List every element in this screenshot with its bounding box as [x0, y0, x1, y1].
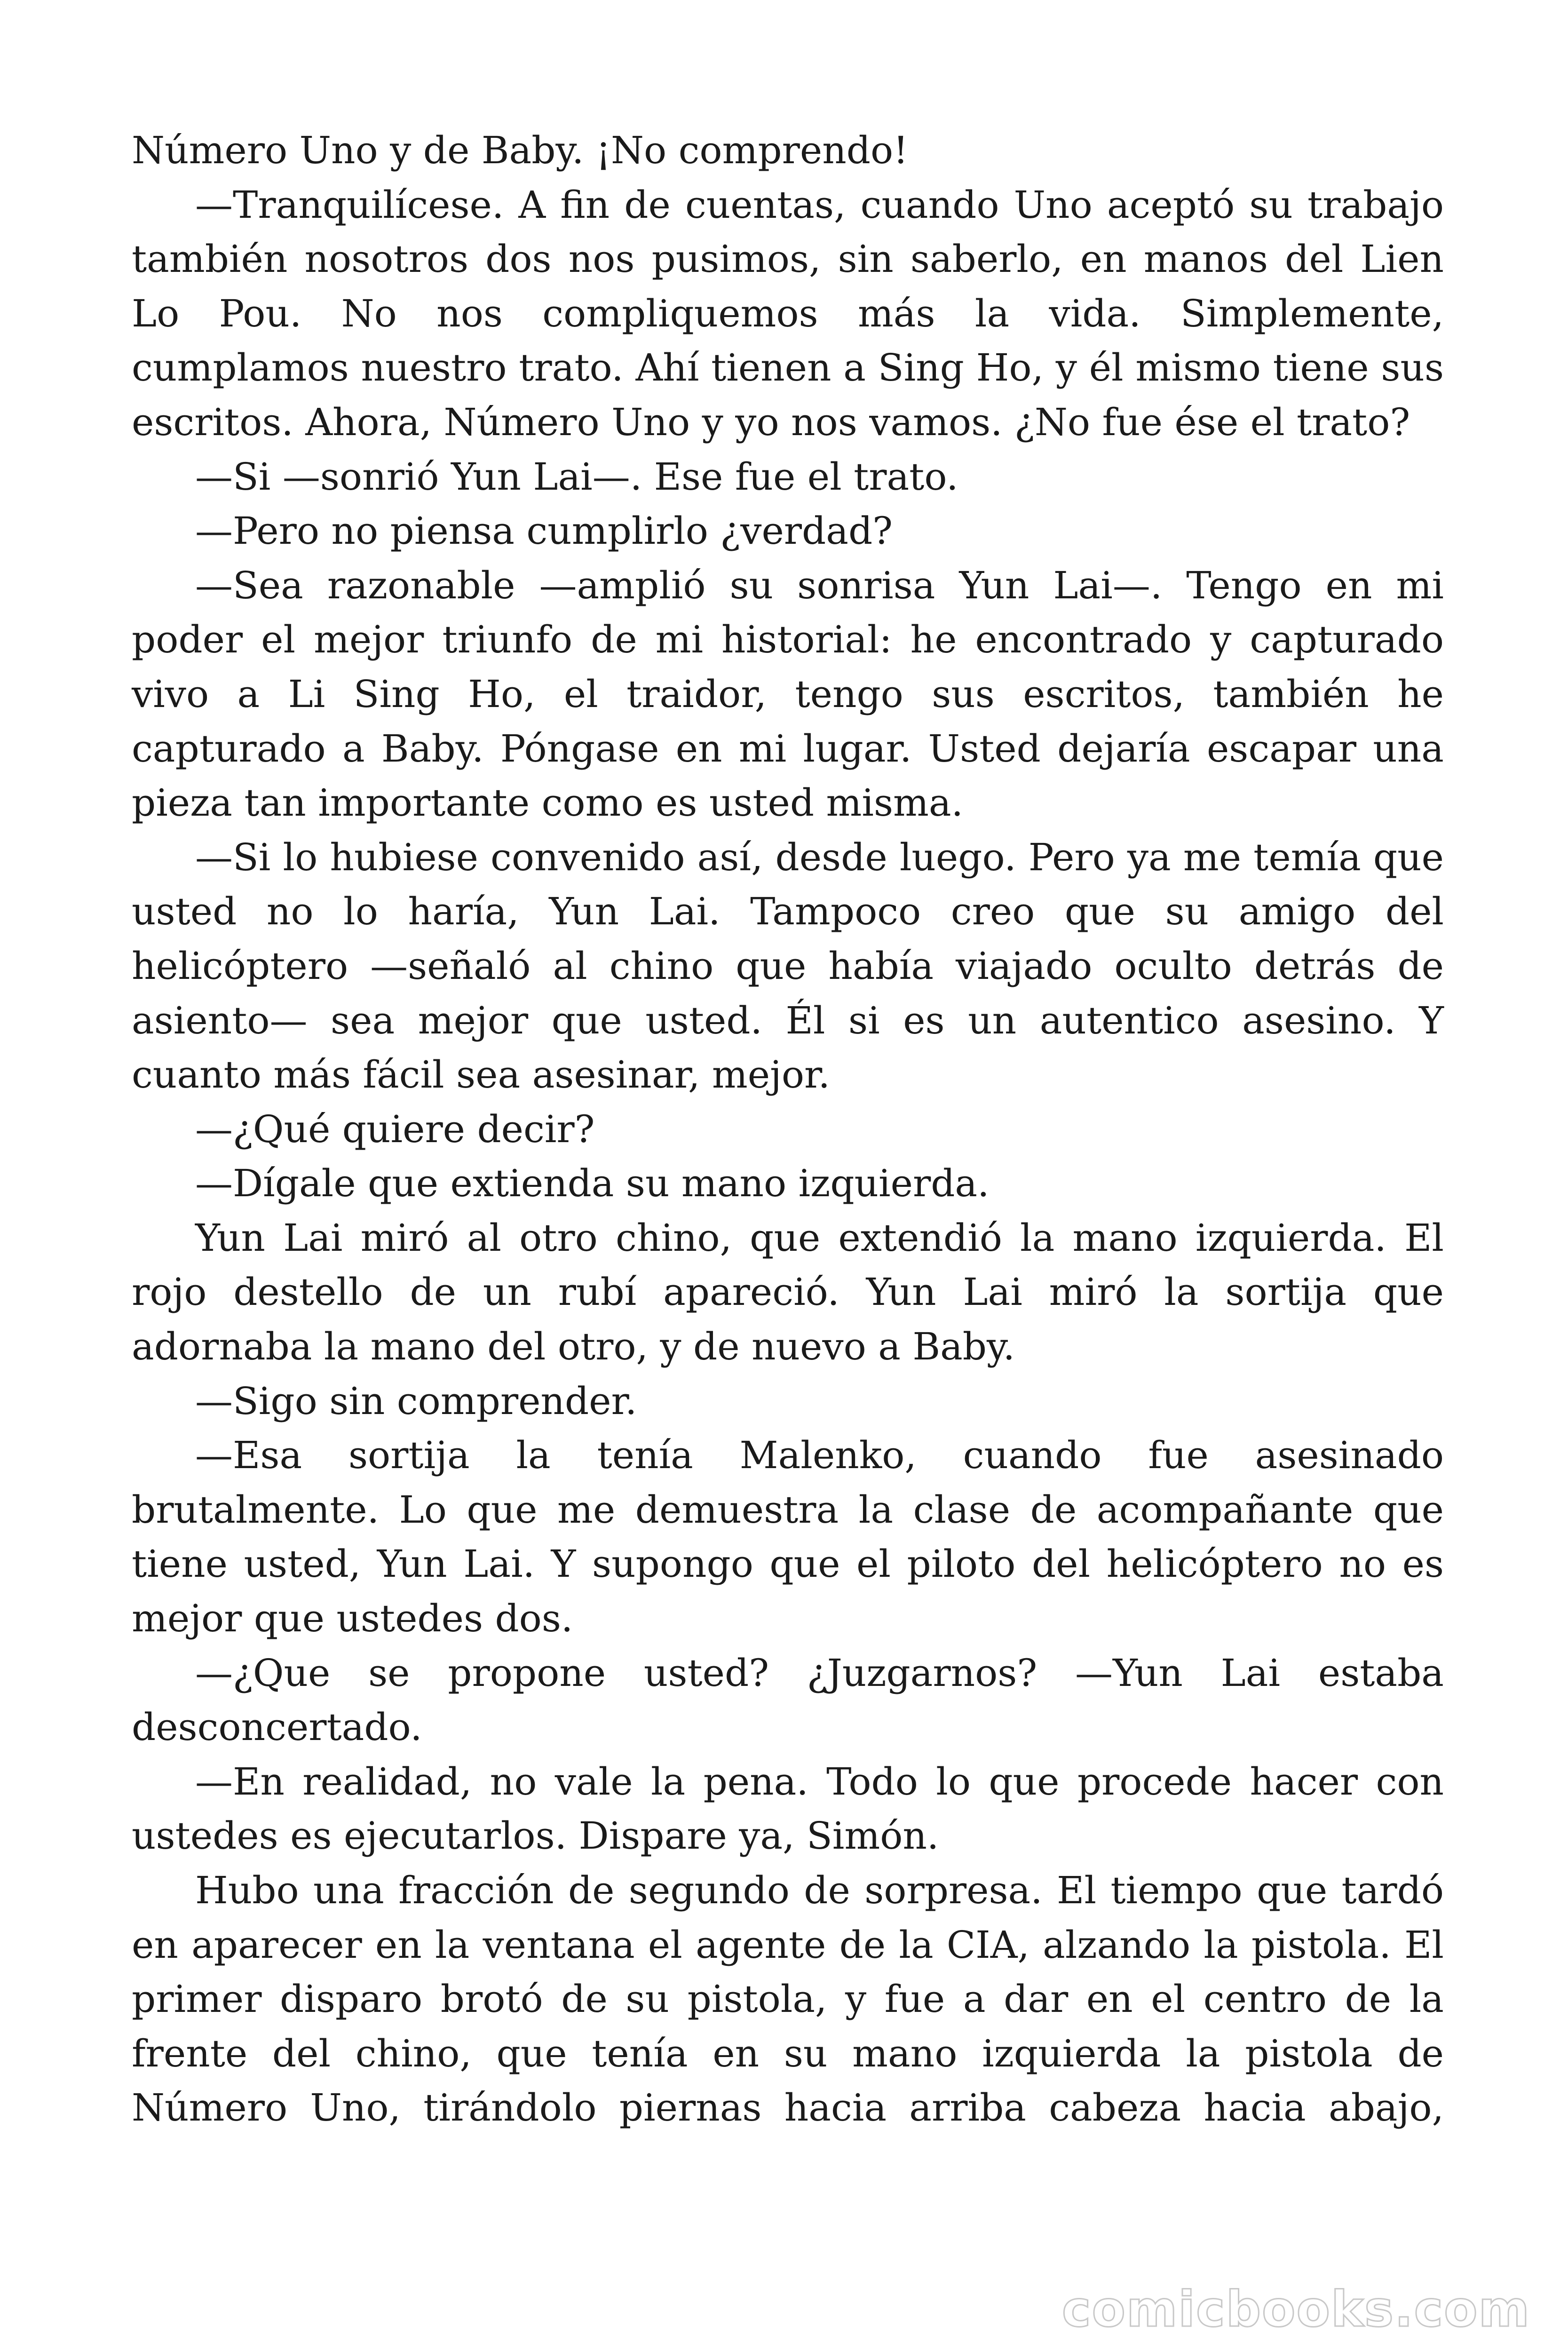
paragraph-2: —Tranquilícese. A fin de cuentas, cuando Uno aceptó su trabajo también nosotros dos nos pusimos, sin saberlo, en manos del Lien Lo Pou. No nos compliquemos más la vida. Simplemente, cumplamos nuestro trato. Ahí tienen a Sing Ho, y él mismo tiene sus escritos. Ahora, Número Uno y yo nos vamos. ¿No fue ése el trato?: [132, 183, 1444, 444]
paragraph-13: —En realidad, no vale la pena. Todo lo que procede hacer con ustedes es ejecutarlos. Dispare ya, Simón.: [132, 1759, 1444, 1858]
paragraph-4: —Pero no piensa cumplirlo ¿verdad?: [195, 509, 893, 553]
paragraph-8: —Dígale que extienda su mano izquierda.: [195, 1161, 990, 1206]
paragraph-1: Número Uno y de Baby. ¡No comprendo!: [132, 128, 909, 172]
paragraph-6: —Si lo hubiese convenido así, desde luego. Pero ya me temía que usted no lo haría, Yun Lai. Tampoco creo que su amigo del helicóptero —señaló al chino que había viajado oculto detrás de asiento— sea mejor que usted. Él si es un autentico asesino. Y cuanto más fácil sea asesinar, mejor.: [132, 835, 1444, 1097]
paragraph-12: —¿Que se propone usted? ¿Juzgarnos? —Yun Lai estaba desconcertado.: [132, 1651, 1444, 1749]
watermark-logo: comicbooks.com: [1061, 2280, 1530, 2338]
paragraph-7: —¿Qué quiere decir?: [195, 1107, 595, 1151]
paragraph-9: Yun Lai miró al otro chino, que extendió la mano izquierda. El rojo destello de un rubí apareció. Yun Lai miró la sortija que adornaba la mano del otro, y de nuevo a Baby.: [132, 1216, 1444, 1369]
paragraph-5: —Sea razonable —amplió su sonrisa Yun Lai—. Tengo en mi poder el mejor triunfo de mi historial: he encontrado y capturado vivo a Li Sing Ho, el traidor, tengo sus escritos, también he capturado a Baby. Póngase en mi lugar. Usted dejaría escapar una pieza tan importante como es usted misma.: [132, 563, 1444, 825]
body-text: [132, 123, 1444, 2135]
paragraph-3: —Si —sonrió Yun Lai—. Ese fue el trato.: [195, 454, 958, 499]
paragraph-10: —Sigo sin comprender.: [195, 1379, 637, 1423]
paragraph-14: Hubo una fracción de segundo de sorpresa. El tiempo que tardó en aparecer en la ventana el agente de la CIA, alzando la pistola. El primer disparo brotó de su pistola, y fue a dar en el centro de la frente del chino, que tenía en su mano izquierda la pistola de Número Uno, tirándolo piernas hacia arriba cabeza hacia abajo,: [132, 1868, 1444, 2130]
paragraph-11: —Esa sortija la tenía Malenko, cuando fue asesinado brutalmente. Lo que me demuestra la clase de acompañante que tiene usted, Yun Lai. Y supongo que el piloto del helicóptero no es mejor que ustedes dos.: [132, 1433, 1444, 1641]
